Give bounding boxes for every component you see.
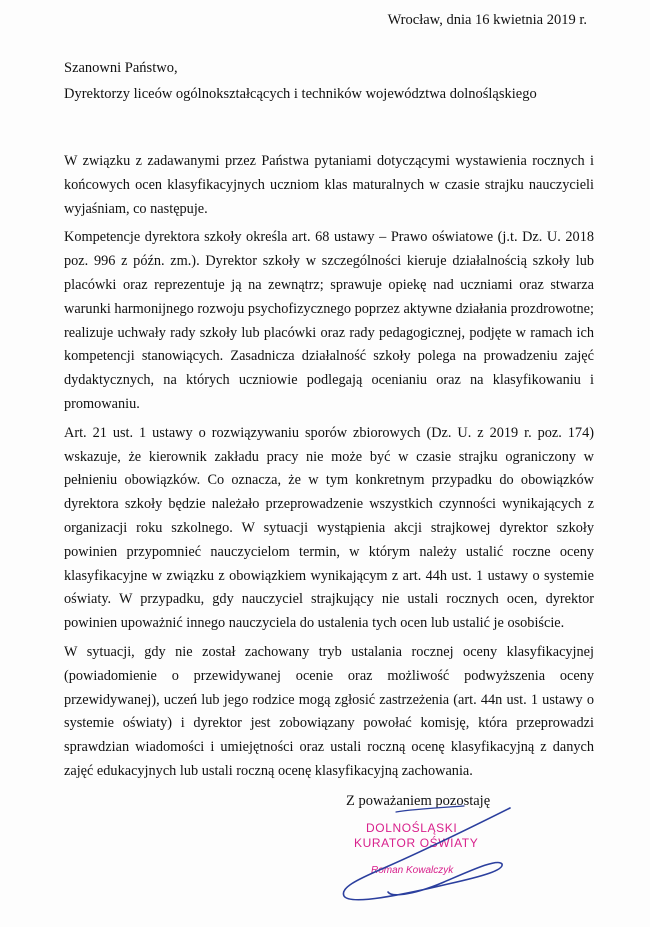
- closing-text: Z poważaniem pozostaję: [346, 793, 491, 809]
- handwritten-signature: [296, 790, 536, 910]
- stamp-name: Roman Kowalczyk: [371, 865, 454, 876]
- body-paragraph-2: Kompetencje dyrektora szkoły określa art. 68 ustawy – Prawo oświatowe (j.t. Dz. U. 2018 poz. 996 z późn. zm.). Dyrektor szkoły w szczególności kieruje działalnością szkoły lub placówki oraz reprezentuje ją na zewnątrz; sprawuje opiekę nad uczniami oraz stwarza warunki harmonijnego rozwoju psychofizycznego poprzez aktywne działania prozdrowotne; realizuje uchwały rady szkoły lub placówki oraz rady pedagogicznej, podjęte w ramach ich kompetencji stanowiących. Zasadnicza działalność szkoły polega na prowadzeniu zajęć dydaktycznych, na których uczniowie podlegają ocenianiu oraz na klasyfikowaniu i promowaniu.: [64, 229, 594, 412]
- stamp-title-line1: DOLNOŚLĄSKI: [366, 821, 458, 835]
- stamp-title-line2: KURATOR OŚWIATY: [354, 836, 479, 850]
- body-paragraph-1: W związku z zadawanymi przez Państwa pytaniami dotyczącymi wystawienia rocznych i końcowych ocen klasyfikacyjnych uczniom klas maturalnych w czasie strajku nauczycieli wyjaśniam, co następuje.: [64, 153, 594, 217]
- salutation-recipients: Dyrektorzy liceów ogólnokształcących i techników województwa dolnośląskiego: [64, 86, 537, 102]
- salutation-greeting: Szanowni Państwo,: [64, 60, 178, 76]
- letter-body: [64, 150, 594, 789]
- body-paragraph-4: W sytuacji, gdy nie został zachowany tryb ustalania rocznej oceny klasyfikacyjnej (powiadomienie o przewidywanej ocenie oraz możliwość podwyższenia oceny przewidywanej), uczeń lub jego rodzice mogą zgłosić zastrzeżenia (art. 44n ust. 1 ustawy o systemie oświaty) i dyrektor jest zobowiązany powołać komisję, która przeprowadzi sprawdzian wiadomości i umiejętności oraz ustali roczną ocenę klasyfikacyjną z danych zajęć edukacyjnych lub ustali roczną ocenę klasyfikacyjną zachowania.: [64, 643, 594, 779]
- body-paragraph-3: Art. 21 ust. 1 ustawy o rozwiązywaniu sporów zbiorowych (Dz. U. z 2019 r. poz. 174) wskazuje, że kierownik zakładu pracy nie może być w czasie strajku ograniczony w pełnieniu obowiązków. Co oznacza, że w tym konkretnym przypadku do obowiązków dyrektora szkoły będzie należało przeprowadzenie wszystkich czynności wynikających z organizacji roku szkolnego. W sytuacji wystąpienia akcji strajkowej dyrektor szkoły powinien przypomnieć nauczycielom termin, w którym należy ustalić roczne oceny klasyfikacyjne w związku z obowiązkiem wynikającym z art. 44h ust. 1 ustawy o systemie oświaty. W przypadku, gdy nauczyciel strajkujący nie ustali rocznych ocen, dyrektor powinien upoważnić innego nauczyciela do ustalenia tych ocen lub ustalić je osobiście.: [64, 424, 594, 632]
- official-stamp: [296, 790, 536, 910]
- letter-date: Wrocław, dnia 16 kwietnia 2019 r.: [387, 12, 587, 28]
